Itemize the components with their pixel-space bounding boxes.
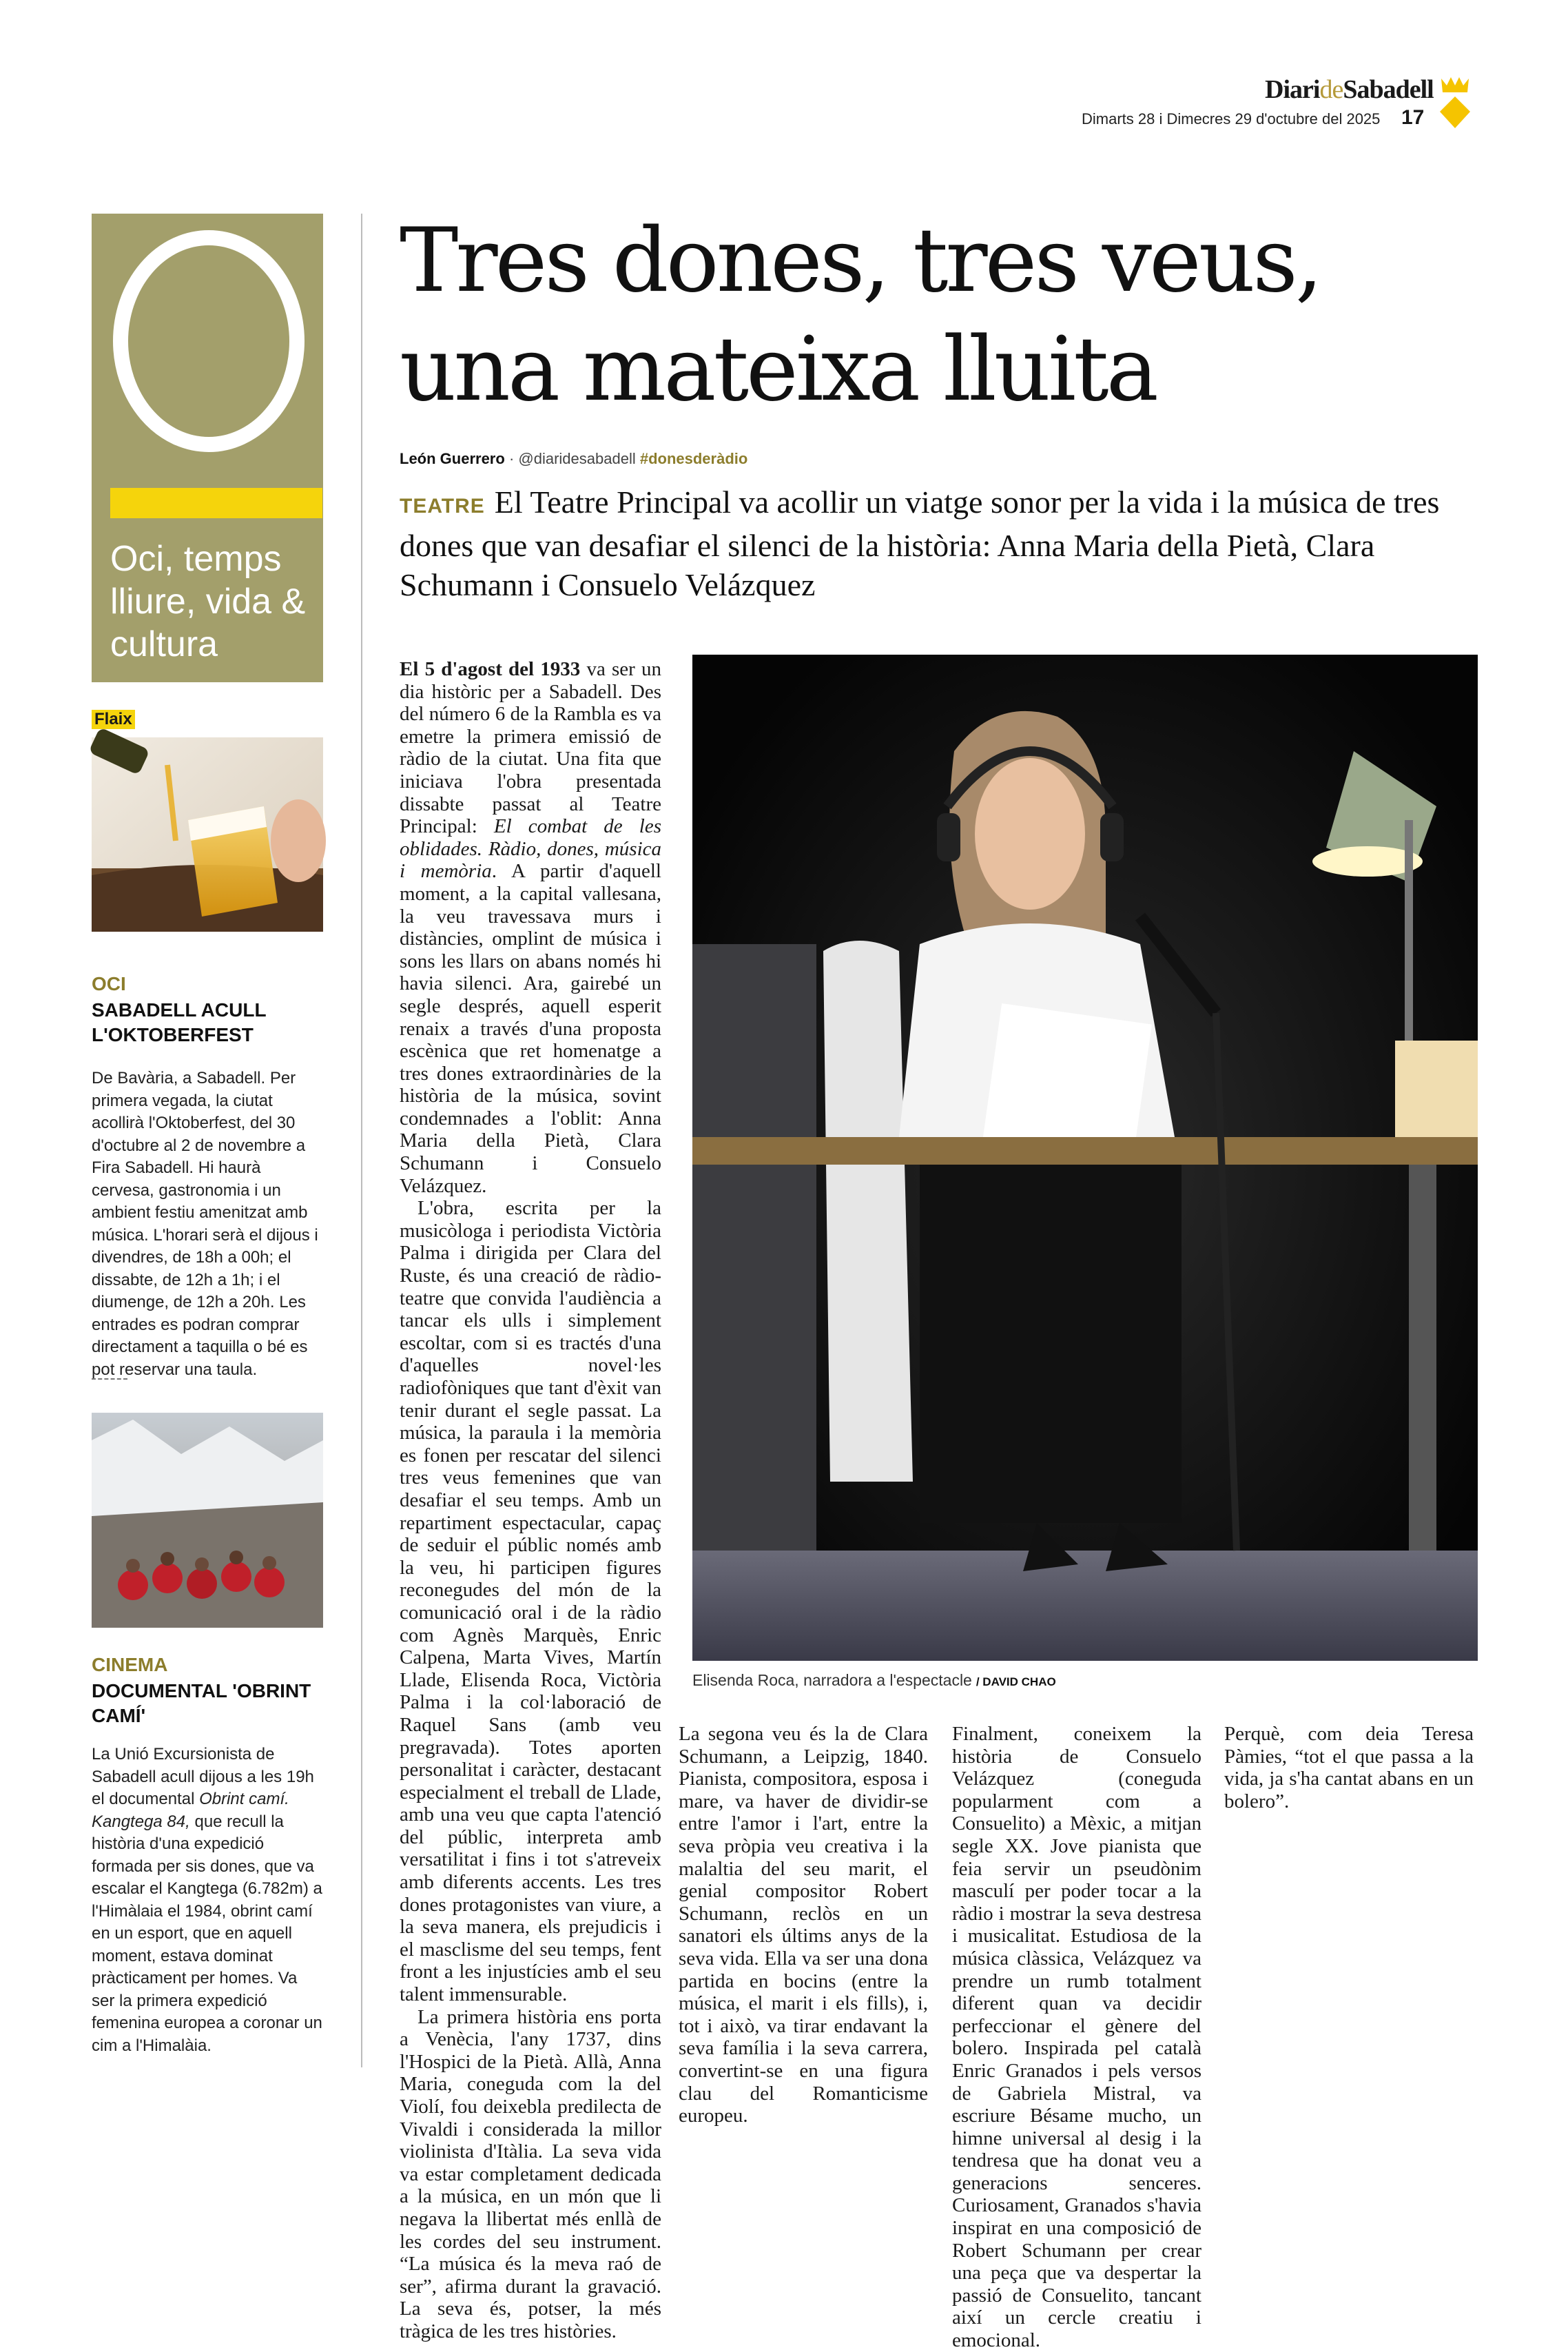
article-column-3 xyxy=(952,1723,1201,2352)
sidebar-text-oktoberfest: De Bavària, a Sabadell. Per primera vegada, la ciutat acollirà l'Oktoberfest, del 30 d'octubre al 2 de novembre a Fira Sabadell. Hi haurà cervesa, gastronomia i un ambient festiu amenitzat amb música. L'horari serà el dijous i divendres, de 18h a 00h; el dissabte, de 12h a 1h; i el diumenge, de 12h a 20h. Les entrades es podran comprar directament a taquilla o bé es pot reservar una taula. xyxy=(92,1069,318,1379)
article-column-4 xyxy=(1224,1723,1474,2067)
paragraph-3: La primera història ens porta a Venècia, l'any 1737, dins l'Hospici de la Pietà. Allà, Anna Maria, coneguda com la del Violí, fou deixebla predilecta de Vivaldi i considerada la millor violinista d'Itàlia. La seva vida va estar completament dedicada a la música, en un món que li negava la llibertat més enllà de les cordes del seu instrument. “La música és la meva raó de ser”, afirma durant la gravació. La seva és, potser, la més tràgica de les tres històries. xyxy=(400,2005,661,2342)
photo-credit: / DAVID CHAO xyxy=(976,1675,1056,1688)
standfirst xyxy=(400,482,1502,604)
sabadell-crest-icon xyxy=(1437,76,1473,130)
masthead-city: Sabadell xyxy=(1343,75,1434,104)
sidebar-separator xyxy=(92,1378,127,1380)
page-number: 17 xyxy=(1401,106,1425,129)
author: León Guerrero xyxy=(400,450,505,467)
column-divider xyxy=(361,214,362,2067)
photo-caption xyxy=(692,1671,1056,1690)
expedition-photo xyxy=(92,1413,323,1628)
article-headline: Tres dones, tres veus, una mateixa lluita xyxy=(400,209,1321,421)
main-photo-narrator xyxy=(692,655,1478,1661)
paragraph-2: L'obra, escrita per la musicòloga i periodista Victòria Palma i dirigida per Clara del Ruste, és una creació de ràdio-teatre que convida l'audiència a tancar els ulls i simplement escoltar, com si es tractés d'una d'aquelles novel·les radiofòniques que tant d'èxit van tenir durant el segle passat. La música, la paraula i la memòria es fonen per rescatar del silenci tres veus femenines que van desafiar el seu temps. Amb un repartiment espectacular, capaç de seduir el públic només amb la veu, hi participen figures reconegudes del món de la comunicació oral i de la ràdio com Agnès Marquès, Enric Calpena, Marta Vives, Martín Llade, Elisenda Roca, Victòria Palma i la col·laboració de Raquel Sans (amb veu pregravada). Totes aporten personalitat i caràcter, destacant especialment el treball de Llade, amb una veu que capta l'atenció del públic, interpreta amb versatilitat i fins i tot s'atreveix amb diferents accents. Les tres dones protagonistes van viure, a la seva manera, els prejudicis i el masclisme del seu temps, fent front a les injustícies amb el seu talent immensurable. xyxy=(400,1197,661,2006)
byline: León Guerrero · @diaridesabadell #donesderàdio xyxy=(400,450,748,467)
sidebar-headline-documental: DOCUMENTAL 'OBRINT CAMÍ' xyxy=(92,1680,311,1726)
paragraph-4: La segona veu és la de Clara Schumann, a Leipzig, 1840. Pianista, compositora, esposa i mare, va haver de dividir-se entre l'amor i l'art, entre la seva pròpia veu creativa i la malaltia del seu marit, el genial compositor Robert Schumann, reclòs en un sanatori els últims anys de la seva vida. Ella va ser una dona partida en bocins (entre la música, el marit i els fills), i, tot i això, va tirar endavant la seva família i la seva carrera, convertint-se en una figura clau del Romanticisme europeu. xyxy=(679,1723,928,2127)
sidebar-kicker-oci: OCI xyxy=(92,973,126,994)
paragraph-5: Finalment, coneixem la història de Consuelo Velázquez (coneguda popularment com a Consuelito) a Mèxic, a mitjan segle XX. Jove pianista que feia servir un pseudònim masculí per poder tocar a la ràdio i mostrar la seva destresa i musicalitat. Estudiosa de la música clàssica, Velázquez va prendre un rumb totalment diferent quan va decidir perfeccionar el gènere del bolero. Inspirada pel català Enric Granados i pels versos de Gabriela Mistral, va escriure Bésame mucho, un himne universal al desig i la tendresa que ha donat veu a generacions senceres. Curiosament, Granados s'havia inspirat en una composició de Robert Schumann per crear una peça que va despertar la passió de Consuelito, tancant així un cercle creatiu i emocional. xyxy=(952,1723,1201,2352)
sidebar-kicker-cinema: CINEMA xyxy=(92,1654,168,1675)
section-letter-o xyxy=(109,227,309,455)
masthead xyxy=(1265,74,1434,105)
masthead-de: de xyxy=(1319,75,1343,104)
beer-pouring-photo xyxy=(92,737,323,932)
issue-date: Dimarts 28 i Dimecres 29 d'octubre del 2025 xyxy=(1082,110,1381,127)
hashtag: #donesderàdio xyxy=(639,450,748,467)
article-lead: El 5 d'agost del 1933 xyxy=(400,658,581,680)
masthead-diari: Diari xyxy=(1265,75,1320,104)
section-title: Oci, temps lliure, vida & cultura xyxy=(110,539,306,664)
standfirst-kicker: TEATRE xyxy=(400,495,485,518)
paragraph-6: Perquè, com deia Teresa Pàmies, “tot el que passa a la vida, ja s'ha cantat abans en un bolero”. xyxy=(1224,1723,1474,1812)
article-column-1: El 5 d'agost del 1933 va ser un dia històric per a Sabadell. Des del número 6 de la Rambla es va emetre la primera emissió de ràdio de la ciutat. Una fita que iniciava l'obra presentada dissabte passat al Teatre Principal: El combat de les oblidades. Ràdio, dones, música i memòria. A partir d'aquell moment, a la capital vallesana, la veu travessava murs i distàncies, omplint de música i sons les llars on abans només hi havia silenci. Ara, gairebé un segle després, aquell esperit renaix a través d'una proposta escènica que ret homenatge a tres dones extraordinàries de la història de la música, sovint condemnades a l'oblit: Anna Maria della Pietà, Clara Schumann i Consuelo Velázquez. L'obra, escrita per la musicòloga i periodista Victòria Palma i dirigida per Clara del Ruste, és una creació de ràdio-teatre que convida l'audiència a tancar els ulls i simplement escoltar, com si es tractés d'una d'aquelles novel·les radiofòniques que tant d'èxit van tenir durant el segle passat. La música, la paraula i la memòria es fonen per rescatar del silenci tres veus femenines que van desafiar el seu temps. Amb un repartiment espectacular, capaç de seduir el públic només amb la veu, hi participen figures reconegudes del món de la comunicació oral i de la ràdio com Agnès Marquès, Enric Calpena, Marta Vives, Martín Llade, Elisenda Roca, Victòria Palma i la col·laboració de Raquel Sans (amb veu pregravada). Totes aporten personalitat i caràcter, destacant especialment el treball de Llade, amb una veu que capta l'atenció del públic, interpreta amb versatilitat i fins i tot s'atreveix amb diferents accents. Les tres dones protagonistes van viure, a la seva manera, els prejudicis i el masclisme del seu temps, fent front a les injustícies amb el seu talent immensurable. La primera història ens porta a Venècia, l'any 1737, dins l'Hospici de la Pietà. Allà, Anna Maria, coneguda com la del Violí, fou deixebla predilecta de Vivaldi i considerada la millor violinista d'Itàlia. La seva vida va estar completament dedicada a la música, en un món que li negava la llibertat més enllà de les cordes del seu instrument. “La música és la meva raó de ser”, afirma durant la gravació. La seva és, potser, la més tràgica de les tres històries. xyxy=(400,658,662,2342)
sidebar-text-documental: La Unió Excursionista de Sabadell acull dijous a les 19h el documental Obrint camí. Kangtega 84, que recull la història d'una expedició formada per sis dones, que va escalar el Kangtega (6.782m) a l'Himàlaia el 1984, obrint camí en un esport, que en aquell moment, estava dominat pràcticament per homes. Va ser la primera expedició femenina europea a coronar un cim a l'Himalàia. xyxy=(92,1745,322,2055)
article-column-2 xyxy=(679,1723,928,2127)
section-yellow-bar xyxy=(110,488,322,518)
sidebar-headline-oktoberfest: SABADELL ACULL L'OKTOBERFEST xyxy=(92,999,267,1045)
caption-text: Elisenda Roca, narradora a l'espectacle xyxy=(692,1671,972,1689)
flaix-label: Flaix xyxy=(92,710,135,729)
standfirst-text: El Teatre Principal va acollir un viatge sonor per la vida i la música de tres dones que van desafiar el silenci de la història: Anna Maria della Pietà, Clara Schumann i Consuelo Velázquez xyxy=(400,484,1440,602)
twitter-handle: @diaridesabadell xyxy=(518,450,636,467)
